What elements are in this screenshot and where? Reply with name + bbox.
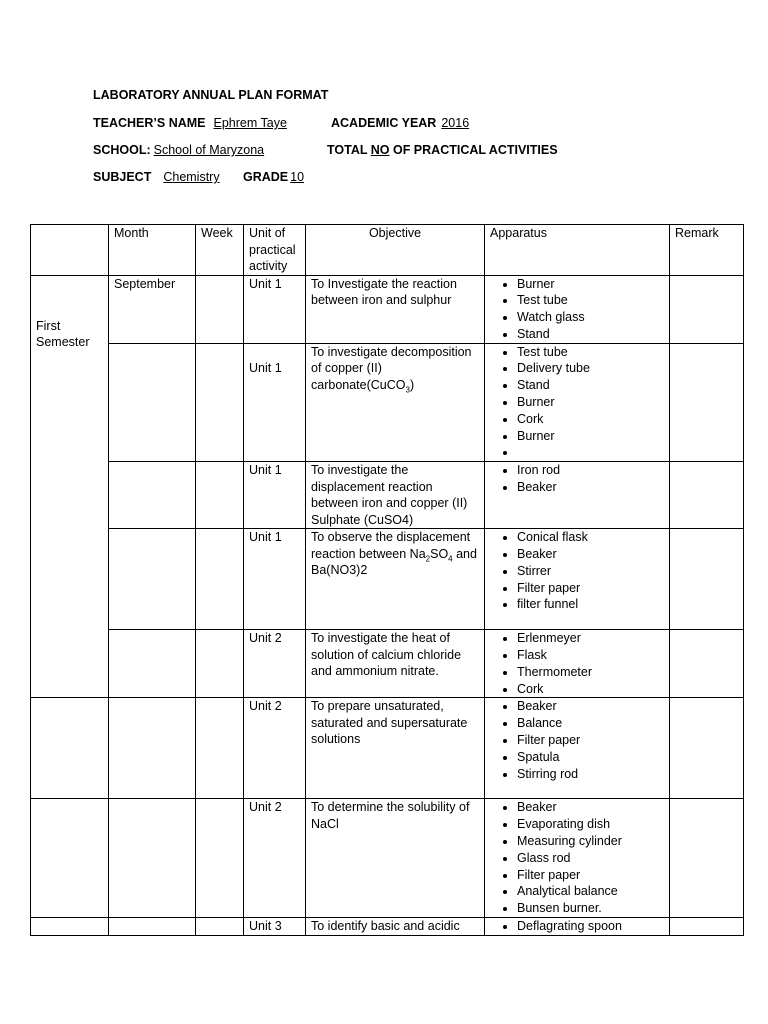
unit-cell: Unit 2 xyxy=(244,630,306,698)
table-row xyxy=(31,343,744,462)
unit-cell: Unit 3 xyxy=(244,918,306,936)
apparatus-item: • Burner xyxy=(517,428,664,445)
apparatus-list xyxy=(490,799,664,917)
month-cell: September xyxy=(109,275,196,343)
apparatus-item: • Cork xyxy=(517,681,664,698)
objective-text: To observe the displacement reaction between $Na_2SO_4$ and Ba(NO3)2 xyxy=(311,530,477,578)
objective-header: Objective xyxy=(306,225,485,276)
apparatus-cell xyxy=(485,462,670,529)
week-cell xyxy=(196,343,244,462)
semester-cell xyxy=(31,918,109,936)
objective-text: To investigate decomposition of copper (II) carbonate(CuCO$_3$) xyxy=(311,344,472,395)
apparatus-list xyxy=(490,462,664,496)
unit-header: Unit of practical activity xyxy=(244,225,306,276)
week-cell xyxy=(196,918,244,936)
apparatus-item: • Stirrer xyxy=(517,563,664,580)
apparatus-item: • Filter paper xyxy=(517,867,664,884)
apparatus-item: • Measuring cylinder xyxy=(517,833,664,850)
table-header-row xyxy=(31,225,744,276)
total-activities-line: TOTAL NO OF PRACTICAL ACTIVITIES xyxy=(327,143,558,157)
objective-cell xyxy=(306,343,485,462)
unit-cell: Unit 1 xyxy=(244,343,306,462)
apparatus-item: • filter funnel xyxy=(517,596,664,613)
apparatus-item: • Watch glass xyxy=(517,309,664,326)
table-row xyxy=(31,275,744,343)
apparatus-item: • Spatula xyxy=(517,749,664,766)
month-cell xyxy=(109,799,196,918)
apparatus-item: • Burner xyxy=(517,276,664,293)
apparatus-item: • Filter paper xyxy=(517,580,664,597)
objective-cell: To identify basic and acidic xyxy=(306,918,485,936)
objective-cell: To Investigate the reaction between iron and sulphur xyxy=(306,275,485,343)
school-name: School of Maryzona xyxy=(153,143,265,157)
month-cell xyxy=(109,529,196,630)
apparatus-list xyxy=(490,276,664,343)
apparatus-cell xyxy=(485,630,670,698)
table-row xyxy=(31,918,744,936)
apparatus-item: • Analytical balance xyxy=(517,883,664,900)
apparatus-cell xyxy=(485,918,670,936)
subject-label: SUBJECT xyxy=(93,170,152,184)
school-label: SCHOOL: xyxy=(93,143,151,157)
apparatus-cell xyxy=(485,799,670,918)
grade-label: GRADE xyxy=(243,170,289,184)
subject-value: Chemistry xyxy=(163,170,220,184)
apparatus-item: • Test tube xyxy=(517,344,664,361)
apparatus-item: • Balance xyxy=(517,715,664,732)
table-row xyxy=(31,529,744,630)
week-header: Week xyxy=(196,225,244,276)
remark-cell xyxy=(670,462,744,529)
week-cell xyxy=(196,630,244,698)
apparatus-item: • Iron rod xyxy=(517,462,664,479)
week-cell xyxy=(196,275,244,343)
table-row xyxy=(31,630,744,698)
apparatus-item: • Burner xyxy=(517,394,664,411)
remark-cell xyxy=(670,918,744,936)
apparatus-item: • Test tube xyxy=(517,292,664,309)
unit-cell: Unit 1 xyxy=(244,462,306,529)
month-cell xyxy=(109,630,196,698)
remark-cell xyxy=(670,799,744,918)
week-cell xyxy=(196,462,244,529)
month-cell xyxy=(109,462,196,529)
apparatus-item: • Beaker xyxy=(517,799,664,816)
apparatus-item: • Stand xyxy=(517,377,664,394)
academic-year-value: 2016 xyxy=(441,116,470,130)
apparatus-list xyxy=(490,630,664,697)
grade-value: 10 xyxy=(290,170,305,184)
table-row xyxy=(31,799,744,918)
semester-cell xyxy=(31,698,109,799)
academic-year-label: ACADEMIC YEAR xyxy=(331,116,437,130)
week-cell xyxy=(196,799,244,918)
apparatus-item: • Evaporating dish xyxy=(517,816,664,833)
apparatus-cell xyxy=(485,275,670,343)
semester-header-cell xyxy=(31,225,109,276)
apparatus-list xyxy=(490,698,664,782)
apparatus-item: • Stand xyxy=(517,326,664,343)
apparatus-cell xyxy=(485,343,670,462)
apparatus-item: • Stirring rod xyxy=(517,766,664,783)
unit-cell: Unit 2 xyxy=(244,698,306,799)
objective-cell: To prepare unsaturated, saturated and supersaturate solutions xyxy=(306,698,485,799)
apparatus-item: • Beaker xyxy=(517,546,664,563)
month-cell xyxy=(109,918,196,936)
apparatus-list xyxy=(490,529,664,613)
apparatus-item: • Erlenmeyer xyxy=(517,630,664,647)
apparatus-item: • Beaker xyxy=(517,479,664,496)
apparatus-item: • Cork xyxy=(517,411,664,428)
remark-cell xyxy=(670,275,744,343)
apparatus-item: • Filter paper xyxy=(517,732,664,749)
unit-cell: Unit 2 xyxy=(244,799,306,918)
grade-line xyxy=(243,170,304,184)
week-cell xyxy=(196,698,244,799)
apparatus-item: • Bunsen burner. xyxy=(517,900,664,917)
teacher-line xyxy=(93,116,287,130)
apparatus-list xyxy=(490,918,664,935)
apparatus-item: • Delivery tube xyxy=(517,360,664,377)
apparatus-item: • Flask xyxy=(517,647,664,664)
teacher-name: Ephrem Taye xyxy=(213,116,287,130)
month-header: Month xyxy=(109,225,196,276)
objective-cell: To investigate the heat of solution of calcium chloride and ammonium nitrate. xyxy=(306,630,485,698)
remark-header: Remark xyxy=(670,225,744,276)
remark-cell xyxy=(670,529,744,630)
objective-cell: To determine the solubility of NaCl xyxy=(306,799,485,918)
school-line xyxy=(93,143,264,157)
objective-cell: To investigate the displacement reaction between iron and copper (II) Sulphate (CuSO4) xyxy=(306,462,485,529)
apparatus-item xyxy=(517,444,664,461)
apparatus-header: Apparatus xyxy=(485,225,670,276)
academic-year-line xyxy=(331,116,469,130)
remark-cell xyxy=(670,630,744,698)
apparatus-item: • Thermometer xyxy=(517,664,664,681)
apparatus-item: • Conical flask xyxy=(517,529,664,546)
lab-plan-table xyxy=(30,224,744,936)
objective-cell xyxy=(306,529,485,630)
table-row xyxy=(31,462,744,529)
semester-cell: First Semester xyxy=(31,275,109,698)
apparatus-item: • Beaker xyxy=(517,698,664,715)
apparatus-item: • Deflagrating spoon xyxy=(517,918,664,935)
apparatus-cell xyxy=(485,529,670,630)
month-cell xyxy=(109,698,196,799)
remark-cell xyxy=(670,698,744,799)
unit-cell: Unit 1 xyxy=(244,529,306,630)
teacher-label: TEACHER’S NAME xyxy=(93,116,206,130)
unit-cell: Unit 1 xyxy=(244,275,306,343)
subject-line xyxy=(93,170,220,184)
month-cell xyxy=(109,343,196,462)
apparatus-cell xyxy=(485,698,670,799)
table-row xyxy=(31,698,744,799)
remark-cell xyxy=(670,343,744,462)
week-cell xyxy=(196,529,244,630)
semester-cell xyxy=(31,799,109,918)
document-title: LABORATORY ANNUAL PLAN FORMAT xyxy=(93,88,329,102)
apparatus-list xyxy=(490,344,664,462)
apparatus-item: • Glass rod xyxy=(517,850,664,867)
